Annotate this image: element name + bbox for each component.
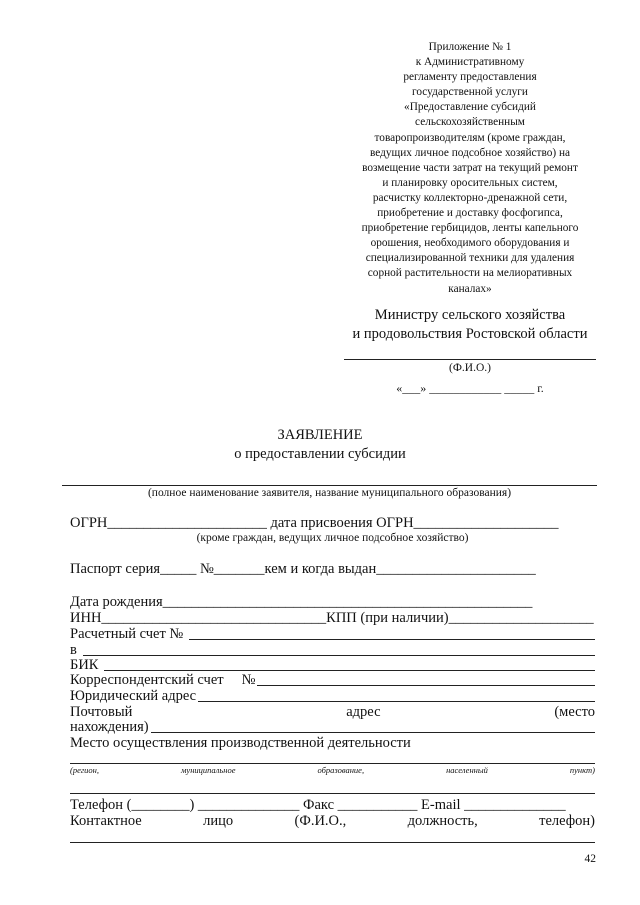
- region-caption-4: населенный: [446, 765, 488, 775]
- passport-row: Паспорт серия_____ №_______кем и когда выдан______________________: [70, 561, 536, 577]
- corr-account-number-sign: №: [241, 672, 256, 688]
- annex-line: сорной растительности на мелиоративных: [367, 267, 573, 280]
- fio-caption: (Ф.И.О.): [449, 362, 491, 374]
- corr-account-blank: [257, 672, 595, 686]
- region-line: [70, 763, 595, 764]
- annex-line: Приложение № 1: [428, 41, 512, 53]
- location-blank: [151, 719, 595, 733]
- account-blank: [189, 626, 595, 640]
- activity-row: Место осуществления производственной деятельности: [70, 735, 411, 751]
- phone-row: Телефон (________) ______________ Факс ___________ E-mail ______________: [70, 797, 566, 813]
- bank-blank: [83, 642, 595, 656]
- contact-person-row: [70, 813, 595, 830]
- annex-line: к Административному: [415, 56, 525, 69]
- annex-line: и планировку оросительных систем,: [382, 176, 558, 189]
- contact-word-5: телефон): [539, 813, 595, 829]
- annex-line: «Предоставление субсидий: [404, 101, 536, 114]
- inn-row: ИНН_______________________________КПП (при наличии)____________________: [70, 610, 594, 626]
- contact-word-4: должность,: [407, 813, 478, 829]
- date-line: «___» ____________ _____ г.: [396, 381, 544, 395]
- annex-line: сельскохозяйственным: [415, 116, 525, 129]
- annex-line: приобретение и доставку фосфогипса,: [377, 207, 563, 220]
- contact-word-2: лицо: [203, 813, 234, 829]
- contact-word-1: Контактное: [70, 813, 142, 829]
- ogrn-caption: (кроме граждан, ведущих личное подсобное хозяйство): [196, 532, 469, 544]
- region-caption: [70, 765, 595, 775]
- postal-word-3: (место: [554, 704, 595, 720]
- fio-line: [344, 359, 596, 360]
- addressee-block: [340, 306, 600, 344]
- location-row: [70, 719, 595, 736]
- annex-line: товаропроизводителям (кроме граждан,: [374, 131, 566, 144]
- location-label: нахождения): [70, 719, 149, 735]
- contact-word-3: (Ф.И.О.,: [294, 813, 347, 829]
- document-title: ЗАЯВЛЕНИЕ: [277, 427, 363, 443]
- legal-address-blank: [198, 688, 595, 702]
- birth-date-row: Дата рождения___________________________________________________: [70, 594, 533, 610]
- annex-block: [340, 40, 600, 297]
- region-caption-5: пункт): [569, 765, 595, 775]
- region-line-2: [70, 793, 595, 794]
- page-number: 42: [584, 853, 596, 865]
- corr-account-label: Корреспондентский счет: [70, 672, 224, 688]
- postal-word-2: адрес: [346, 704, 381, 720]
- annex-line: ведущих личное подсобное хозяйство) на: [369, 146, 571, 159]
- region-caption-2: муниципальное: [181, 765, 236, 775]
- annex-line: регламенту предоставления: [403, 71, 537, 84]
- bik-blank: [104, 657, 595, 671]
- annex-line: расчистку коллекторно-дренажной сети,: [372, 191, 568, 204]
- addressee-line-1: Министру сельского хозяйства: [374, 307, 566, 323]
- applicant-caption: (полное наименование заявителя, название муниципального образования): [147, 487, 512, 499]
- document-subtitle: о предоставлении субсидии: [234, 446, 406, 462]
- account-label: Расчетный счет №: [70, 626, 184, 642]
- corr-account-row: [70, 672, 595, 689]
- addressee-line-2: и продовольствия Ростовской области: [352, 326, 588, 342]
- account-row: [70, 626, 595, 643]
- annex-line: каналах»: [448, 282, 492, 295]
- region-caption-3: образование,: [317, 765, 365, 775]
- bank-label: в: [70, 642, 77, 658]
- annex-line: орошения, необходимого оборудования и: [370, 237, 570, 250]
- legal-address-row: [70, 688, 595, 705]
- ogrn-row: ОГРН______________________ дата присвоения ОГРН____________________: [70, 515, 559, 531]
- contact-line: [70, 842, 595, 843]
- applicant-line: [62, 485, 597, 486]
- annex-line: возмещение части затрат на текущий ремонт: [362, 161, 578, 174]
- legal-address-label: Юридический адрес: [70, 688, 197, 704]
- bik-label: БИК: [70, 657, 99, 673]
- annex-line: специализированной техники для удаления: [365, 252, 575, 265]
- region-caption-1: (регион,: [70, 765, 100, 775]
- annex-line: государственной услуги: [412, 86, 528, 99]
- annex-line: приобретение гербицидов, ленты капельного: [361, 222, 579, 235]
- postal-word-1: Почтовый: [70, 704, 133, 720]
